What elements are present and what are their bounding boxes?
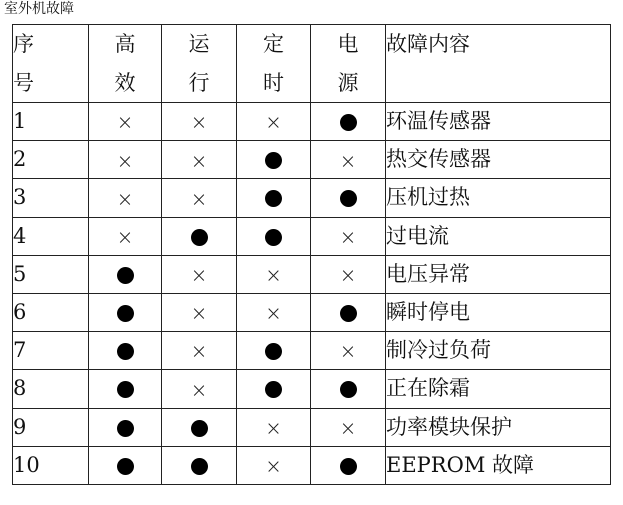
cross-mark-icon: × [190,148,208,173]
cell-run [162,293,237,331]
cross-mark-icon: × [190,263,208,288]
cell-power [311,446,386,484]
row-number: 6 [13,293,89,331]
header-cell-efficiency: 高 [89,25,162,65]
table-row [13,332,611,370]
fault-description: 环温传感器 [386,103,611,141]
cross-mark-icon: × [116,148,134,173]
cross-mark-icon: × [339,263,357,288]
filled-circle-icon [340,381,357,398]
cell-efficiency [89,408,162,446]
filled-circle-icon [117,381,134,398]
cross-mark-icon: × [265,415,282,440]
fault-description: 压机过热 [386,179,611,217]
row-number: 1 [13,103,89,141]
header-cell-fault-content-2 [386,65,611,103]
cell-run [162,370,237,408]
cell-run [162,332,237,370]
filled-circle-icon [117,305,134,322]
cell-efficiency [89,446,162,484]
cell-efficiency [89,293,162,331]
table-row [13,141,611,179]
table-row [13,103,611,141]
row-number: 5 [13,255,89,293]
row-number: 4 [13,217,89,255]
cell-run [162,141,237,179]
filled-circle-icon [117,420,134,437]
table-row [13,255,611,293]
cell-timer [237,408,311,446]
header-cell-power-2: 源 [311,65,386,103]
cross-mark-icon: × [339,224,357,249]
cell-efficiency [89,179,162,217]
cell-efficiency [89,141,162,179]
header-cell-run-2: 行 [162,65,237,103]
cross-mark-icon: × [265,454,282,479]
cross-mark-icon: × [190,339,208,364]
cell-power [311,370,386,408]
fault-description: EEPROM 故障 [386,446,611,484]
cell-power [311,332,386,370]
header-row-bottom [13,65,611,103]
filled-circle-icon [340,190,357,207]
row-number: 7 [13,332,89,370]
cross-mark-icon: × [116,224,134,249]
table-row [13,293,611,331]
row-number: 9 [13,408,89,446]
row-number: 3 [13,179,89,217]
filled-circle-icon [265,190,282,207]
header-cell-efficiency-2: 效 [89,65,162,103]
filled-circle-icon [340,114,357,131]
fault-description: 制冷过负荷 [386,332,611,370]
fault-table [12,24,611,485]
cross-mark-icon: × [265,301,282,326]
cross-mark-icon: × [190,301,208,326]
cell-power [311,293,386,331]
cell-timer [237,446,311,484]
cell-timer [237,141,311,179]
header-cell-run: 运 [162,25,237,65]
filled-circle-icon [265,229,282,246]
table-row [13,446,611,484]
header-cell-num: 序 [13,25,89,65]
cell-power [311,179,386,217]
page-title: 室外机故障 [4,1,74,17]
cross-mark-icon: × [190,186,208,211]
cell-power [311,408,386,446]
cell-efficiency [89,370,162,408]
filled-circle-icon [340,458,357,475]
filled-circle-icon [265,381,282,398]
cross-mark-icon: × [339,148,357,173]
header-cell-num-2: 号 [13,65,89,103]
cross-mark-icon: × [339,339,357,364]
cell-power [311,217,386,255]
fault-description: 功率模块保护 [386,408,611,446]
header-cell-timer: 定 [237,25,311,65]
cross-mark-icon: × [190,377,208,402]
row-number: 8 [13,370,89,408]
cell-power [311,103,386,141]
fault-description: 过电流 [386,217,611,255]
cell-power [311,141,386,179]
header-row-top [13,25,611,65]
table-row [13,408,611,446]
cell-timer [237,332,311,370]
filled-circle-icon [117,458,134,475]
cross-mark-icon: × [116,110,134,135]
cell-power [311,255,386,293]
table-row [13,217,611,255]
header-cell-timer-2: 时 [237,65,311,103]
filled-circle-icon [265,152,282,169]
filled-circle-icon [191,229,208,246]
cell-efficiency [89,255,162,293]
row-number: 2 [13,141,89,179]
cell-efficiency [89,332,162,370]
fault-description: 瞬时停电 [386,293,611,331]
filled-circle-icon [191,458,208,475]
cell-timer [237,217,311,255]
filled-circle-icon [191,420,208,437]
cross-mark-icon: × [190,110,208,135]
header-cell-fault-content: 故障内容 [386,25,611,65]
fault-description: 热交传感器 [386,141,611,179]
cell-timer [237,293,311,331]
row-number: 10 [13,446,89,484]
cross-mark-icon: × [339,415,357,440]
cell-efficiency [89,217,162,255]
filled-circle-icon [340,305,357,322]
cell-efficiency [89,103,162,141]
cross-mark-icon: × [265,110,282,135]
cell-timer [237,370,311,408]
cell-run [162,103,237,141]
filled-circle-icon [117,343,134,360]
cross-mark-icon: × [116,186,134,211]
cell-run [162,446,237,484]
header-cell-power: 电 [311,25,386,65]
table-row [13,370,611,408]
cell-run [162,179,237,217]
cell-timer [237,179,311,217]
cell-run [162,255,237,293]
filled-circle-icon [265,343,282,360]
cell-run [162,408,237,446]
fault-description: 正在除霜 [386,370,611,408]
cell-timer [237,255,311,293]
cross-mark-icon: × [265,263,282,288]
table-row [13,179,611,217]
filled-circle-icon [117,267,134,284]
cell-run [162,217,237,255]
cell-timer [237,103,311,141]
fault-description: 电压异常 [386,255,611,293]
